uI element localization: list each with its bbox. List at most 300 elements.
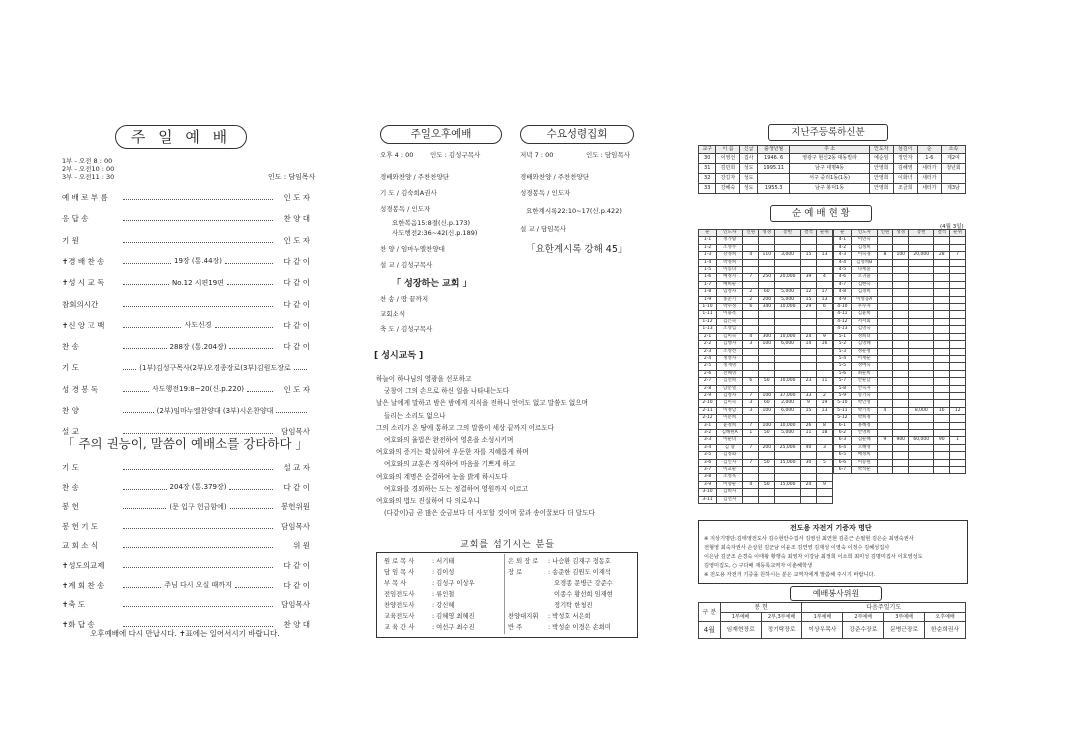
table-cell: 김미숙 <box>717 333 743 340</box>
worship-item-leader: 인 도 자 <box>283 193 310 202</box>
table-cell: 4-3 <box>834 252 852 259</box>
table-cell <box>950 422 966 429</box>
table-cell <box>775 437 801 444</box>
table-cell: 39 <box>800 274 816 281</box>
table-cell: 김미숙 <box>717 400 743 407</box>
table-cell <box>743 489 759 496</box>
worship-item <box>62 320 310 331</box>
table-cell <box>909 237 934 244</box>
worship-item-leader: 다 같 이 <box>283 482 311 492</box>
stats-row <box>834 274 966 281</box>
table-cell <box>877 385 893 392</box>
table-cell <box>816 355 832 362</box>
table-cell: 10,000 <box>775 422 801 429</box>
table-cell: 3-5 <box>699 452 717 459</box>
table-cell <box>909 259 934 266</box>
pm-leader: 인도 : 김성구목사 <box>430 151 481 159</box>
stats-row <box>834 378 966 385</box>
stats-row <box>699 326 833 333</box>
dotted-leader <box>123 220 273 221</box>
table-cell: 서구 중리1동(1동) <box>790 174 869 184</box>
table-cell <box>743 348 759 355</box>
table-cell: 50 <box>759 481 775 488</box>
table-cell: 박기옥 <box>851 407 877 414</box>
dotted-leader <box>123 242 273 243</box>
pm-item: 찬 송 / 땅 끝까지 <box>380 295 429 303</box>
table-cell <box>800 496 816 503</box>
table-header-cell: 신급 <box>740 146 757 154</box>
table-header-cell: 순 <box>834 230 852 237</box>
worship-item <box>62 299 310 310</box>
table-cell <box>909 370 934 377</box>
reading-line: 여호와의 계명은 순결하여 눈을 밝게 하시도다 <box>376 472 508 481</box>
table-cell <box>950 355 966 362</box>
staff-name: : 송준한 김원도 이재석 <box>548 569 611 576</box>
table-cell: 6-3 <box>834 437 852 444</box>
table-cell <box>816 259 832 266</box>
stats-row <box>699 348 833 355</box>
table-cell <box>934 459 950 466</box>
table-cell <box>934 237 950 244</box>
table-cell: 안영희 <box>869 184 893 194</box>
table-cell <box>759 348 775 355</box>
table-cell <box>800 437 816 444</box>
staff-role: 담 임 목 사 <box>384 569 415 576</box>
table-cell: 조영묵 <box>717 474 743 481</box>
table-cell <box>775 281 801 288</box>
worship-item-label: 응 답 송 <box>62 214 89 224</box>
table-cell <box>909 400 934 407</box>
table-cell <box>743 415 759 422</box>
worship-item-leader: 다 같 이 <box>283 342 311 352</box>
table-cell: 2-6 <box>699 370 717 377</box>
stats-row <box>699 237 833 244</box>
table-cell: 18 <box>816 429 832 436</box>
worship-item-leader: 찬 양 대 <box>283 214 310 224</box>
table-cell <box>950 459 966 466</box>
table-cell <box>775 348 801 355</box>
table-cell: 안영희 <box>851 429 877 436</box>
table-cell <box>909 326 934 333</box>
table-cell: 6-7 <box>834 467 852 474</box>
table-cell: 조영주 <box>717 244 743 251</box>
table-cell <box>757 174 790 184</box>
table-cell <box>759 467 775 474</box>
worship-item-leader: 찬 양 대 <box>283 619 310 629</box>
stats-row <box>699 252 833 259</box>
table-cell: 37,000 <box>775 392 801 399</box>
table-cell: 11 <box>800 429 816 436</box>
table-cell <box>893 385 909 392</box>
table-cell <box>816 489 832 496</box>
table-cell <box>934 311 950 318</box>
table-cell: 15,000 <box>775 481 801 488</box>
table-cell: 1-7 <box>699 281 717 288</box>
table-cell: 3 <box>743 341 759 348</box>
table-cell: 13 <box>816 407 832 414</box>
table-cell <box>759 267 775 274</box>
table-cell: 16 <box>816 341 832 348</box>
service-subheader-cell: 2부,3부예배 <box>761 613 802 622</box>
table-cell: 17 <box>816 289 832 296</box>
table-cell: 5 <box>816 459 832 466</box>
table-cell: 6,000 <box>775 341 801 348</box>
table-cell <box>950 392 966 399</box>
table-cell: 1-4 <box>699 259 717 266</box>
table-cell: 박정희 <box>717 259 743 266</box>
stats-row <box>699 363 833 370</box>
table-cell <box>743 437 759 444</box>
table-cell: 2,000 <box>775 400 801 407</box>
table-header-cell: 교구 <box>699 146 716 154</box>
table-cell <box>775 267 801 274</box>
table-header-cell: 성경 <box>759 230 775 237</box>
table-cell: 5-8 <box>834 385 852 392</box>
table-cell: 4-5 <box>834 267 852 274</box>
dotted-leader <box>294 369 307 370</box>
table-cell <box>950 311 966 318</box>
table-cell: 23 <box>800 378 816 385</box>
table-cell <box>775 311 801 318</box>
donors-line: ※ 지상기명단:김태영전도사 김수현안수집사 김영선 최연현 김준근 손필현 김은순 최영숙권사 <box>704 536 914 542</box>
table-cell: 배희순 <box>717 281 743 288</box>
table-cell: 새터가 <box>917 164 941 174</box>
table-cell <box>893 267 909 274</box>
reading-line: 여호와의 증거는 확실하여 우둔한 자를 지혜롭게 하며 <box>376 448 529 457</box>
table-cell: 60 <box>759 400 775 407</box>
table-cell <box>934 415 950 422</box>
table-cell <box>759 370 775 377</box>
table-cell: 4-7 <box>834 281 852 288</box>
table-cell <box>877 237 893 244</box>
table-cell <box>775 467 801 474</box>
worship-item <box>62 540 310 551</box>
table-header-row <box>699 230 833 237</box>
table-cell: 10,000 <box>775 378 801 385</box>
table-cell: 100 <box>759 422 775 429</box>
table-cell: 100 <box>759 392 775 399</box>
table-cell <box>743 355 759 362</box>
table-cell <box>950 318 966 325</box>
table-cell: 4-10 <box>834 304 852 311</box>
reading-line: 여호와의 율법은 완전하여 영혼을 소성시키며 <box>384 436 514 444</box>
table-cell <box>877 392 893 399</box>
table-cell: 40 <box>800 444 816 451</box>
table-cell <box>893 274 909 281</box>
table-cell <box>743 467 759 474</box>
table-cell <box>800 259 816 266</box>
worship-item-leader: 위 원 <box>293 541 310 551</box>
stats-row <box>834 385 966 392</box>
table-cell <box>743 311 759 318</box>
staff-role: 은 퇴 장 로 <box>508 558 539 565</box>
service-subheader-cell: 1부예배 <box>720 613 761 622</box>
table-cell: 60,000 <box>909 437 934 444</box>
table-cell <box>759 415 775 422</box>
table-cell <box>743 326 759 333</box>
table-cell: 16 <box>934 407 950 414</box>
dotted-leader <box>227 284 273 285</box>
pm-item: 성경봉독 / 인도자 <box>380 205 431 213</box>
service-header-row <box>699 603 966 613</box>
table-header-cell: 소속 <box>941 146 965 154</box>
table-cell: 5-2 <box>834 341 852 348</box>
stats-table-right <box>833 229 966 474</box>
dotted-leader <box>123 587 161 588</box>
dotted-leader <box>123 508 166 509</box>
reading-line: 궁창이 그의 손으로 하신 일을 나타내는도다 <box>384 387 510 396</box>
table-cell: 6 <box>743 304 759 311</box>
stats-row <box>834 459 966 466</box>
worship-item-detail: No.12 시편19편 <box>172 278 224 287</box>
worship-item <box>62 384 310 395</box>
table-cell: 50 <box>759 429 775 436</box>
table-cell <box>743 259 759 266</box>
table-cell: 4 <box>816 274 832 281</box>
pm-item: 요한복음15:8절(신.p.173) <box>392 219 471 227</box>
table-cell <box>877 459 893 466</box>
table-cell: 100 <box>759 407 775 414</box>
table-cell: 1-5 <box>699 267 717 274</box>
table-cell <box>950 444 966 451</box>
table-cell: 15 <box>800 252 816 259</box>
table-cell <box>909 422 934 429</box>
table-cell <box>893 422 909 429</box>
donors-line: ※ 전도용 자전거 기증을 원하시는 분은 교역자에게 말씀해 주시기 바랍니다. <box>704 572 876 578</box>
worship-item-detail: 사도행전19:8~20(신.p.220) <box>151 385 245 394</box>
worship-item-leader: 인 도 자 <box>283 384 310 394</box>
table-cell: 900 <box>893 437 909 444</box>
table-cell <box>893 444 909 451</box>
stats-row <box>699 467 833 474</box>
worship-item <box>62 405 310 416</box>
table-cell: 윤정희 <box>717 422 743 429</box>
table-cell <box>893 341 909 348</box>
table-cell: 남문열 <box>717 385 743 392</box>
table-cell: 배정희 <box>851 452 877 459</box>
table-cell: 정순정 <box>851 348 877 355</box>
stats-row <box>699 474 833 481</box>
table-cell: 30 <box>699 154 716 164</box>
table-cell: 9 <box>816 333 832 340</box>
table-header-cell: 순위 <box>950 230 966 237</box>
stats-row <box>834 437 966 444</box>
table-cell: 2-2 <box>699 341 717 348</box>
table-cell: 1-10 <box>699 304 717 311</box>
staff-role: 찬양전도사 <box>384 602 415 609</box>
table-cell: 5-6 <box>834 370 852 377</box>
pm-item: 축 도 / 김성구목사 <box>380 325 433 333</box>
table-cell <box>877 244 893 251</box>
table-cell <box>816 237 832 244</box>
donors-line: 전형영 최숙자권사 손상원 김군남 이윤조 김연영 김재성 이영숙 이정수 김혜성집사 <box>704 545 890 551</box>
table-cell: 3 <box>743 407 759 414</box>
table-cell: 1955.3 <box>757 184 790 194</box>
worship-item-label: 봉 헌 <box>62 502 79 512</box>
table-cell <box>893 237 909 244</box>
newcomer-row <box>699 184 966 194</box>
table-cell: 5-7 <box>834 378 852 385</box>
table-cell <box>950 400 966 407</box>
reading-line: 그의 소리가 온 땅에 통하고 그의 말씀이 세상 끝까지 이르도다 <box>376 423 555 432</box>
table-cell: 12 <box>950 407 966 414</box>
reading-title: [ 성시교독 ] <box>374 351 424 361</box>
table-cell <box>816 370 832 377</box>
table-cell <box>909 311 934 318</box>
table-cell: 청년회 <box>941 164 965 174</box>
table-cell: 10,000 <box>775 304 801 311</box>
stats-row <box>699 415 833 422</box>
dotted-leader <box>215 327 273 328</box>
stats-row <box>699 355 833 362</box>
table-cell <box>759 489 775 496</box>
wed-item: 성경봉독 / 인도자 <box>520 189 571 197</box>
worship-item <box>62 462 310 473</box>
stats-row <box>834 252 966 259</box>
stats-row <box>834 392 966 399</box>
table-cell <box>877 467 893 474</box>
table-cell <box>775 259 801 266</box>
wed-time: 저녁 7 : 00 <box>520 151 554 159</box>
table-cell: 3,000 <box>775 252 801 259</box>
afternoon-service-title: 주일오후예배 <box>380 125 502 144</box>
table-cell <box>759 259 775 266</box>
table-header-cell: 인도자 <box>869 146 893 154</box>
service-value-cell: 이상우목사 <box>802 622 843 639</box>
dotted-leader <box>123 391 149 392</box>
table-cell <box>950 363 966 370</box>
dotted-leader <box>235 587 273 588</box>
newcomer-row <box>699 174 966 184</box>
table-cell <box>934 267 950 274</box>
table-cell <box>759 326 775 333</box>
table-cell: 5-11 <box>834 407 852 414</box>
table-cell <box>816 267 832 274</box>
table-cell: 1-6 <box>917 154 941 164</box>
stats-row <box>834 422 966 429</box>
table-cell <box>743 267 759 274</box>
table-cell <box>909 244 934 251</box>
reading-line: 여호와를 경외하는 도는 정결하여 영원까지 이르고 <box>384 484 529 493</box>
table-cell <box>877 267 893 274</box>
table-cell: 5-9 <box>834 392 852 399</box>
dotted-leader <box>123 199 273 200</box>
worship-item <box>62 580 310 591</box>
table-cell <box>800 355 816 362</box>
table-cell: 200 <box>759 296 775 303</box>
table-header-cell: 인도자 <box>851 230 877 237</box>
table-cell: 6-4 <box>834 444 852 451</box>
worship-item-label: 참회의시간 <box>62 299 99 309</box>
table-cell: 5-5 <box>834 363 852 370</box>
table-cell: 김경희 <box>851 289 877 296</box>
wednesday-service-title: 수요성령집회 <box>520 125 634 144</box>
dotted-leader <box>123 567 273 568</box>
table-cell: 6-1 <box>834 422 852 429</box>
stats-row <box>834 452 966 459</box>
dotted-leader <box>123 348 167 349</box>
worship-item-leader: 담임목사 <box>281 521 310 531</box>
table-cell: 이교순 <box>717 467 743 474</box>
table-cell: 김현숙 <box>851 281 877 288</box>
wed-item: 설 교 / 담임목사 <box>520 225 567 233</box>
stats-row <box>699 429 833 436</box>
table-cell <box>743 281 759 288</box>
table-cell: 4-9 <box>834 296 852 303</box>
worship-item-detail: 주님 다시 오실 때까지 <box>164 581 232 590</box>
table-cell: 7 <box>950 252 966 259</box>
table-cell <box>800 311 816 318</box>
table-cell: 강경희 <box>717 252 743 259</box>
table-cell: 4 <box>877 407 893 414</box>
table-cell <box>934 370 950 377</box>
worship-item-label: 성 경 봉 독 <box>62 384 99 394</box>
table-cell <box>909 459 934 466</box>
table-cell: 7 <box>743 422 759 429</box>
table-cell <box>743 452 759 459</box>
table-cell: 임정자 <box>717 289 743 296</box>
table-header-cell: 주 소 <box>790 146 869 154</box>
reading-line: 여호와의 교훈은 정직하여 마음을 기쁘게 하고 <box>384 460 516 469</box>
table-header-cell: 결석 <box>800 230 816 237</box>
table-cell <box>759 237 775 244</box>
table-cell: 1-13 <box>699 326 717 333</box>
stats-row <box>834 400 966 407</box>
dotted-leader <box>247 391 273 392</box>
table-cell <box>775 489 801 496</box>
dotted-leader <box>123 327 181 328</box>
table-cell <box>759 452 775 459</box>
service-value-cell: 문병근장로 <box>884 622 925 639</box>
worship-item-label: ✝성도의교제 <box>62 561 105 570</box>
table-cell: 남구 봉덕1동 <box>790 184 869 194</box>
stats-row <box>699 281 833 288</box>
dotted-leader <box>123 369 136 370</box>
service-committee-table <box>698 602 966 639</box>
table-cell <box>893 326 909 333</box>
wed-sermon: 「요한계시록 강해 45」 <box>526 244 628 255</box>
table-cell <box>934 326 950 333</box>
worship-item-label: 봉 헌 기 도 <box>62 521 99 531</box>
table-cell <box>909 318 934 325</box>
stats-row <box>699 274 833 281</box>
table-cell <box>893 289 909 296</box>
table-cell: 정재명 <box>717 363 743 370</box>
table-cell: 6-2 <box>834 429 852 436</box>
table-header-cell: 인도자 <box>717 230 743 237</box>
pm-item: 기 도 / 김숙희A권사 <box>380 189 437 197</box>
worship-item-label: 기 원 <box>62 235 79 245</box>
worship-item-label: 찬 양 <box>62 406 79 415</box>
table-cell: 이정남 <box>717 407 743 414</box>
table-cell: 4-2 <box>834 244 852 251</box>
table-cell: 4-12 <box>834 318 852 325</box>
table-cell: 남구 대명4동 <box>790 164 869 174</box>
dotted-leader <box>123 412 154 413</box>
table-cell: 32 <box>699 174 716 184</box>
table-cell <box>877 422 893 429</box>
table-cell: 200 <box>759 444 775 451</box>
table-header-cell: 봉헌 <box>909 230 934 237</box>
table-cell <box>877 444 893 451</box>
table-cell: 4 <box>743 252 759 259</box>
table-cell <box>909 392 934 399</box>
table-cell: 5-3 <box>834 348 852 355</box>
table-cell: 김정화 <box>717 452 743 459</box>
service-subheader-row <box>699 613 966 622</box>
worship-item <box>62 341 310 352</box>
table-cell: 강길자 <box>716 174 740 184</box>
